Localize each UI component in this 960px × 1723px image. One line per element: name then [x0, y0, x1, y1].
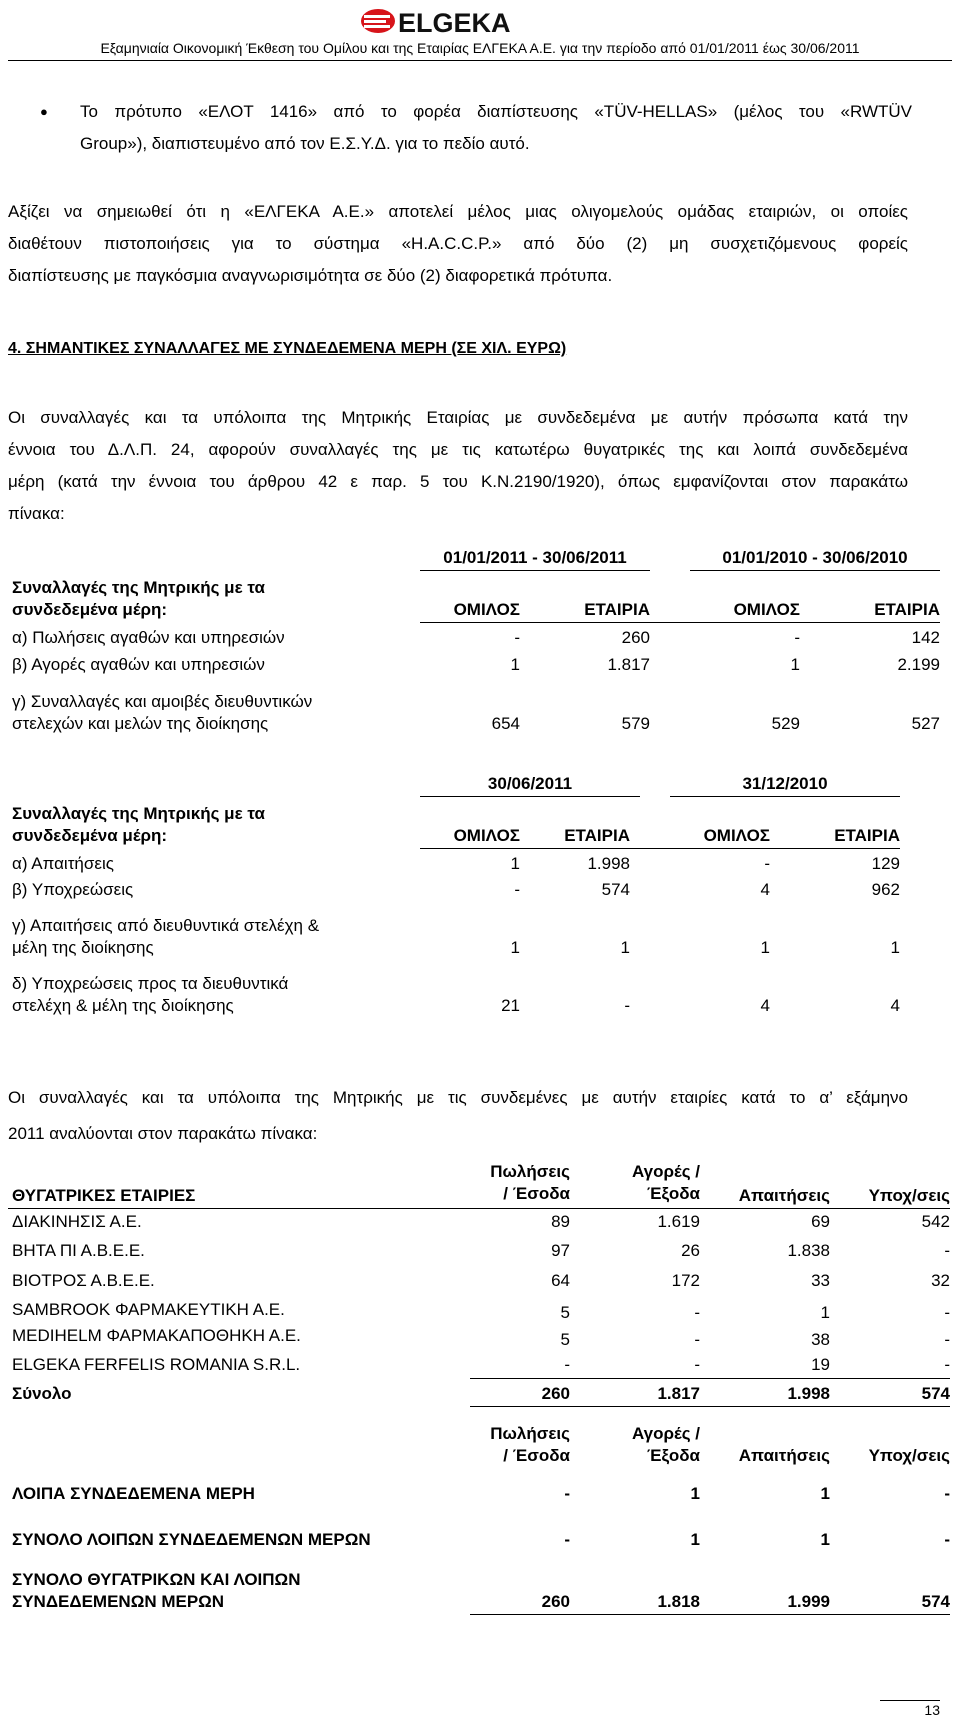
table-cell: - — [944, 1330, 950, 1349]
svg-text:ELGEKA: ELGEKA — [398, 8, 511, 36]
table-cell: 69 — [811, 1212, 830, 1231]
bullet-line-1: Το πρότυπο «ΕΛΟΤ 1416» από το φορέα διαπίστευσης «TÜV-HELLAS» (μέλος του «RWTÜV — [80, 102, 912, 121]
table-cell: 1.817 — [657, 1384, 700, 1403]
logo-mark-icon — [361, 9, 395, 33]
table-row-label: ΒΙΟΤΡΟΣ Α.Β.Ε.Ε. — [12, 1271, 155, 1290]
table-cell: 1 — [820, 1530, 830, 1549]
table-cell: 1.998 — [787, 1384, 830, 1403]
page-number: 13 — [924, 1702, 940, 1718]
table-cell: 38 — [811, 1330, 830, 1349]
table-row-label: δ) Υποχρεώσεις προς τα διευθυντικά — [12, 974, 289, 993]
balance-2011-underline — [420, 796, 640, 797]
table2-col-group-2010: ΟΜΙΛΟΣ — [703, 826, 770, 845]
balance-2011-header: 30/06/2011 — [487, 774, 573, 793]
table-cell: 579 — [621, 714, 650, 733]
table-cell: 19 — [811, 1355, 830, 1374]
table-row-label: ΒΗΤΑ ΠΙ Α.Β.Ε.Ε. — [12, 1241, 145, 1260]
table-row-label: ΣΥΝΟΛΟ ΘΥΓΑΤΡΙΚΩΝ ΚΑΙ ΛΟΙΠΩΝ — [12, 1570, 301, 1589]
table2-col-company-2011: ΕΤΑΙΡΙΑ — [564, 826, 630, 845]
table2-header-underline — [420, 848, 900, 849]
table-row-label: ΣΥΝΟΛΟ ΛΟΙΠΩΝ ΣΥΝΔΕΔΕΜΕΝΩΝ ΜΕΡΩΝ — [12, 1530, 371, 1549]
table-cell: - — [564, 1530, 570, 1549]
table-row-label: MEDIHELM ΦΑΡΜΑΚΑΠΟΘΗΚΗ Α.Ε. — [12, 1326, 301, 1345]
table-cell: 1 — [510, 655, 520, 674]
table-cell: 654 — [491, 714, 520, 733]
table2-label-line-2: συνδεδεμένα μέρη: — [12, 826, 168, 845]
table-cell: 1.818 — [657, 1592, 700, 1611]
table-cell: 1.999 — [787, 1592, 830, 1611]
table-cell: 1 — [510, 854, 520, 873]
report-subtitle: Εξαμηνιαία Οικονομική Έκθεση του Ομίλου και της Εταιρίας ΕΛΓΕΚΑ Α.Ε. για την περίοδο από 01/01/2011 έως 30/06/2011 — [100, 40, 860, 56]
table-cell: - — [944, 1355, 950, 1374]
balance-2010-underline — [670, 796, 900, 797]
table-cell: - — [564, 1484, 570, 1503]
table-row-label: β) Αγορές αγαθών και υπηρεσιών — [12, 655, 265, 674]
subsidiaries-title: ΘΥΓΑΤΡΙΚΕΣ ΕΤΑΙΡΙΕΣ — [12, 1186, 196, 1205]
table-cell: 574 — [921, 1592, 950, 1611]
col-purchases-header-2: Έξοδα — [646, 1446, 700, 1465]
period-2010-header: 01/01/2010 - 30/06/2010 — [722, 548, 908, 567]
para2-line-3: μέρη (κατά την έννοια του άρθρου 42 ε παρ. 5 του Κ.Ν.2190/1920), όπως εμφανίζονται στον παρακάτω — [8, 472, 908, 491]
table-cell: 5 — [560, 1303, 570, 1322]
table-cell: - — [944, 1241, 950, 1260]
para3-line-2: 2011 αναλύονται στον παρακάτω πίνακα: — [8, 1124, 318, 1143]
table-cell: 1.619 — [657, 1212, 700, 1231]
table-cell: 4 — [760, 880, 770, 899]
table-cell: 5 — [560, 1330, 570, 1349]
table-cell: 89 — [551, 1212, 570, 1231]
para1-line-2: διαθέτουν πιστοποιήσεις για το σύστημα «H.A.C.C.P.» από δύο (2) μη συσχετιζόμενους φορείς — [8, 234, 908, 253]
table-cell: - — [694, 1330, 700, 1349]
table-cell: 574 — [601, 880, 630, 899]
table-row-label: μέλη της διοίκησης — [12, 938, 154, 957]
table-row-label: α) Απαιτήσεις — [12, 854, 114, 873]
table-cell: 32 — [931, 1271, 950, 1290]
table-cell: 1.998 — [587, 854, 630, 873]
table2-col-company-2010: ΕΤΑΙΡΙΑ — [834, 826, 900, 845]
col-sales-header-2: / Έσοδα — [503, 1184, 570, 1203]
table1-col-company-2010: ΕΤΑΙΡΙΑ — [874, 600, 940, 619]
col-sales-header-2: / Έσοδα — [503, 1446, 570, 1465]
table-cell: - — [944, 1303, 950, 1322]
table-cell: - — [564, 1355, 570, 1374]
table4-total-underline — [470, 1614, 950, 1615]
para1-line-3: διαπίστευσης με παγκόσμια αναγνωρισιμότητα σε δύο (2) διαφορετικά πρότυπα. — [8, 266, 613, 285]
table-row-label: SAMBROOK ΦΑΡΜΑΚΕΥΤΙΚΗ Α.Ε. — [12, 1300, 285, 1319]
table-cell: - — [794, 628, 800, 647]
col-receivables-header: Απαιτήσεις — [738, 1446, 830, 1465]
col-purchases-header-2: Έξοδα — [646, 1184, 700, 1203]
col-purchases-header-1: Αγορές / — [632, 1162, 700, 1181]
table-row-label: ΣΥΝΔΕΔΕΜΕΝΩΝ ΜΕΡΩΝ — [12, 1592, 225, 1611]
table-cell: 1 — [820, 1484, 830, 1503]
table-cell: 574 — [921, 1384, 950, 1403]
table1-col-group-2011: ΟΜΙΛΟΣ — [453, 600, 520, 619]
table1-label-line-1: Συναλλαγές της Μητρικής με τα — [12, 578, 265, 597]
total-row-label: Σύνολο — [12, 1384, 72, 1403]
para2-line-1: Οι συναλλαγές και τα υπόλοιπα της Μητρικής Εταιρίας με συνδεδεμένα με αυτήν πρόσωπα κατά την — [8, 408, 908, 427]
table-cell: - — [514, 880, 520, 899]
para3-line-1: Οι συναλλαγές και τα υπόλοιπα της Μητρικής με τις συνδεμένες με αυτήν εταιρίες κατά το α’ εξάμηνο — [8, 1088, 908, 1107]
table-cell: - — [944, 1530, 950, 1549]
table-cell: 4 — [760, 996, 770, 1015]
table-cell: - — [944, 1484, 950, 1503]
table-cell: 1 — [690, 1530, 700, 1549]
para2-line-4: πίνακα: — [8, 504, 65, 523]
bullet-dot-icon: ● — [40, 104, 48, 119]
col-sales-header-1: Πωλήσεις — [490, 1424, 570, 1443]
table-cell: 1.817 — [607, 655, 650, 674]
table3-header-underline — [8, 1208, 950, 1209]
table-cell: 260 — [621, 628, 650, 647]
table-row-label: στελέχη & μέλη της διοίκησης — [12, 996, 234, 1015]
table-cell: - — [694, 1355, 700, 1374]
table-row-label: ΔΙΑΚΙΝΗΣΙΣ Α.Ε. — [12, 1212, 142, 1231]
table-row-label: β) Υποχρεώσεις — [12, 880, 134, 899]
col-payables-header: Υποχ/σεις — [868, 1186, 950, 1205]
table3-total-rule — [470, 1378, 950, 1379]
table-cell: - — [514, 628, 520, 647]
table-cell: - — [694, 1303, 700, 1322]
table-cell: - — [624, 996, 630, 1015]
table-cell: 129 — [871, 854, 900, 873]
table3-total-underline — [470, 1406, 950, 1407]
table-cell: 260 — [541, 1384, 570, 1403]
table-cell: 64 — [551, 1271, 570, 1290]
para1-line-1: Αξίζει να σημειωθεί ότι η «ΕΛΓΕΚΑ Α.Ε.» αποτελεί μέλος μιας ολιγομελούς ομάδας εταιριών, οι οποίες — [8, 202, 908, 221]
table-cell: 1 — [620, 938, 630, 957]
table1-label-line-2: συνδεδεμένα μέρη: — [12, 600, 168, 619]
table-row-label: γ) Συναλλαγές και αμοιβές διευθυντικών — [12, 692, 313, 711]
elgeka-logo — [360, 6, 600, 36]
table-cell: 260 — [541, 1592, 570, 1611]
table1-col-company-2011: ΕΤΑΙΡΙΑ — [584, 600, 650, 619]
table1-col-group-2010: ΟΜΙΛΟΣ — [733, 600, 800, 619]
table-cell: 1 — [790, 655, 800, 674]
table1-header-underline — [420, 622, 940, 623]
table-cell: 1 — [760, 938, 770, 957]
table-cell: 2.199 — [897, 655, 940, 674]
table-cell: 172 — [671, 1271, 700, 1290]
col-sales-header-1: Πωλήσεις — [490, 1162, 570, 1181]
table-cell: 33 — [811, 1271, 830, 1290]
table-cell: 1.838 — [787, 1241, 830, 1260]
table-row-label: γ) Απαιτήσεις από διευθυντικά στελέχη & — [12, 916, 320, 935]
table2-col-group-2011: ΟΜΙΛΟΣ — [453, 826, 520, 845]
table-row-label: ELGEKA FERFELIS ROMANIA S.R.L. — [12, 1355, 301, 1374]
section-4-heading: 4. ΣΗΜΑΝΤΙΚΕΣ ΣΥΝΑΛΛΑΓΕΣ ΜΕ ΣΥΝΔΕΔΕΜΕΝΑ ΜΕΡΗ (ΣΕ ΧΙΛ. ΕΥΡΩ) — [8, 340, 567, 357]
table-cell: 26 — [681, 1241, 700, 1260]
period-2011-underline — [420, 570, 650, 571]
table-row-label: στελεχών και μελών της διοίκησης — [12, 714, 269, 733]
footer-divider — [880, 1700, 940, 1701]
header-divider — [8, 60, 952, 61]
table-cell: 21 — [501, 996, 520, 1015]
para2-line-2: έννοια του Δ.Λ.Π. 24, αφορούν συναλλαγές της με τις κατωτέρω θυγατρικές της και λοιπά συνδεδεμένα — [8, 440, 908, 459]
bullet-line-2: Group»), διαπιστευμένο από τον Ε.Σ.Υ.Δ. για το πεδίο αυτό. — [80, 134, 530, 153]
table2-label-line-1: Συναλλαγές της Μητρικής με τα — [12, 804, 265, 823]
table-cell: 542 — [921, 1212, 950, 1231]
table-cell: 1 — [820, 1303, 830, 1322]
table-cell: 529 — [771, 714, 800, 733]
col-receivables-header: Απαιτήσεις — [738, 1186, 830, 1205]
table-cell: 527 — [911, 714, 940, 733]
table-cell: 142 — [911, 628, 940, 647]
table-cell: - — [764, 854, 770, 873]
period-2011-header: 01/01/2011 - 30/06/2011 — [443, 548, 627, 567]
table-cell: 4 — [890, 996, 900, 1015]
table-cell: 1 — [510, 938, 520, 957]
table-cell: 97 — [551, 1241, 570, 1260]
period-2010-underline — [690, 570, 940, 571]
table-cell: 962 — [871, 880, 900, 899]
table-cell: 1 — [690, 1484, 700, 1503]
col-purchases-header-1: Αγορές / — [632, 1424, 700, 1443]
table-row-label: α) Πωλήσεις αγαθών και υπηρεσιών — [12, 628, 285, 647]
col-payables-header: Υποχ/σεις — [868, 1446, 950, 1465]
balance-2010-header: 31/12/2010 — [742, 774, 828, 793]
table-row-label: ΛΟΙΠΑ ΣΥΝΔΕΔΕΜΕΝΑ ΜΕΡΗ — [12, 1484, 255, 1503]
table-cell: 1 — [890, 938, 900, 957]
